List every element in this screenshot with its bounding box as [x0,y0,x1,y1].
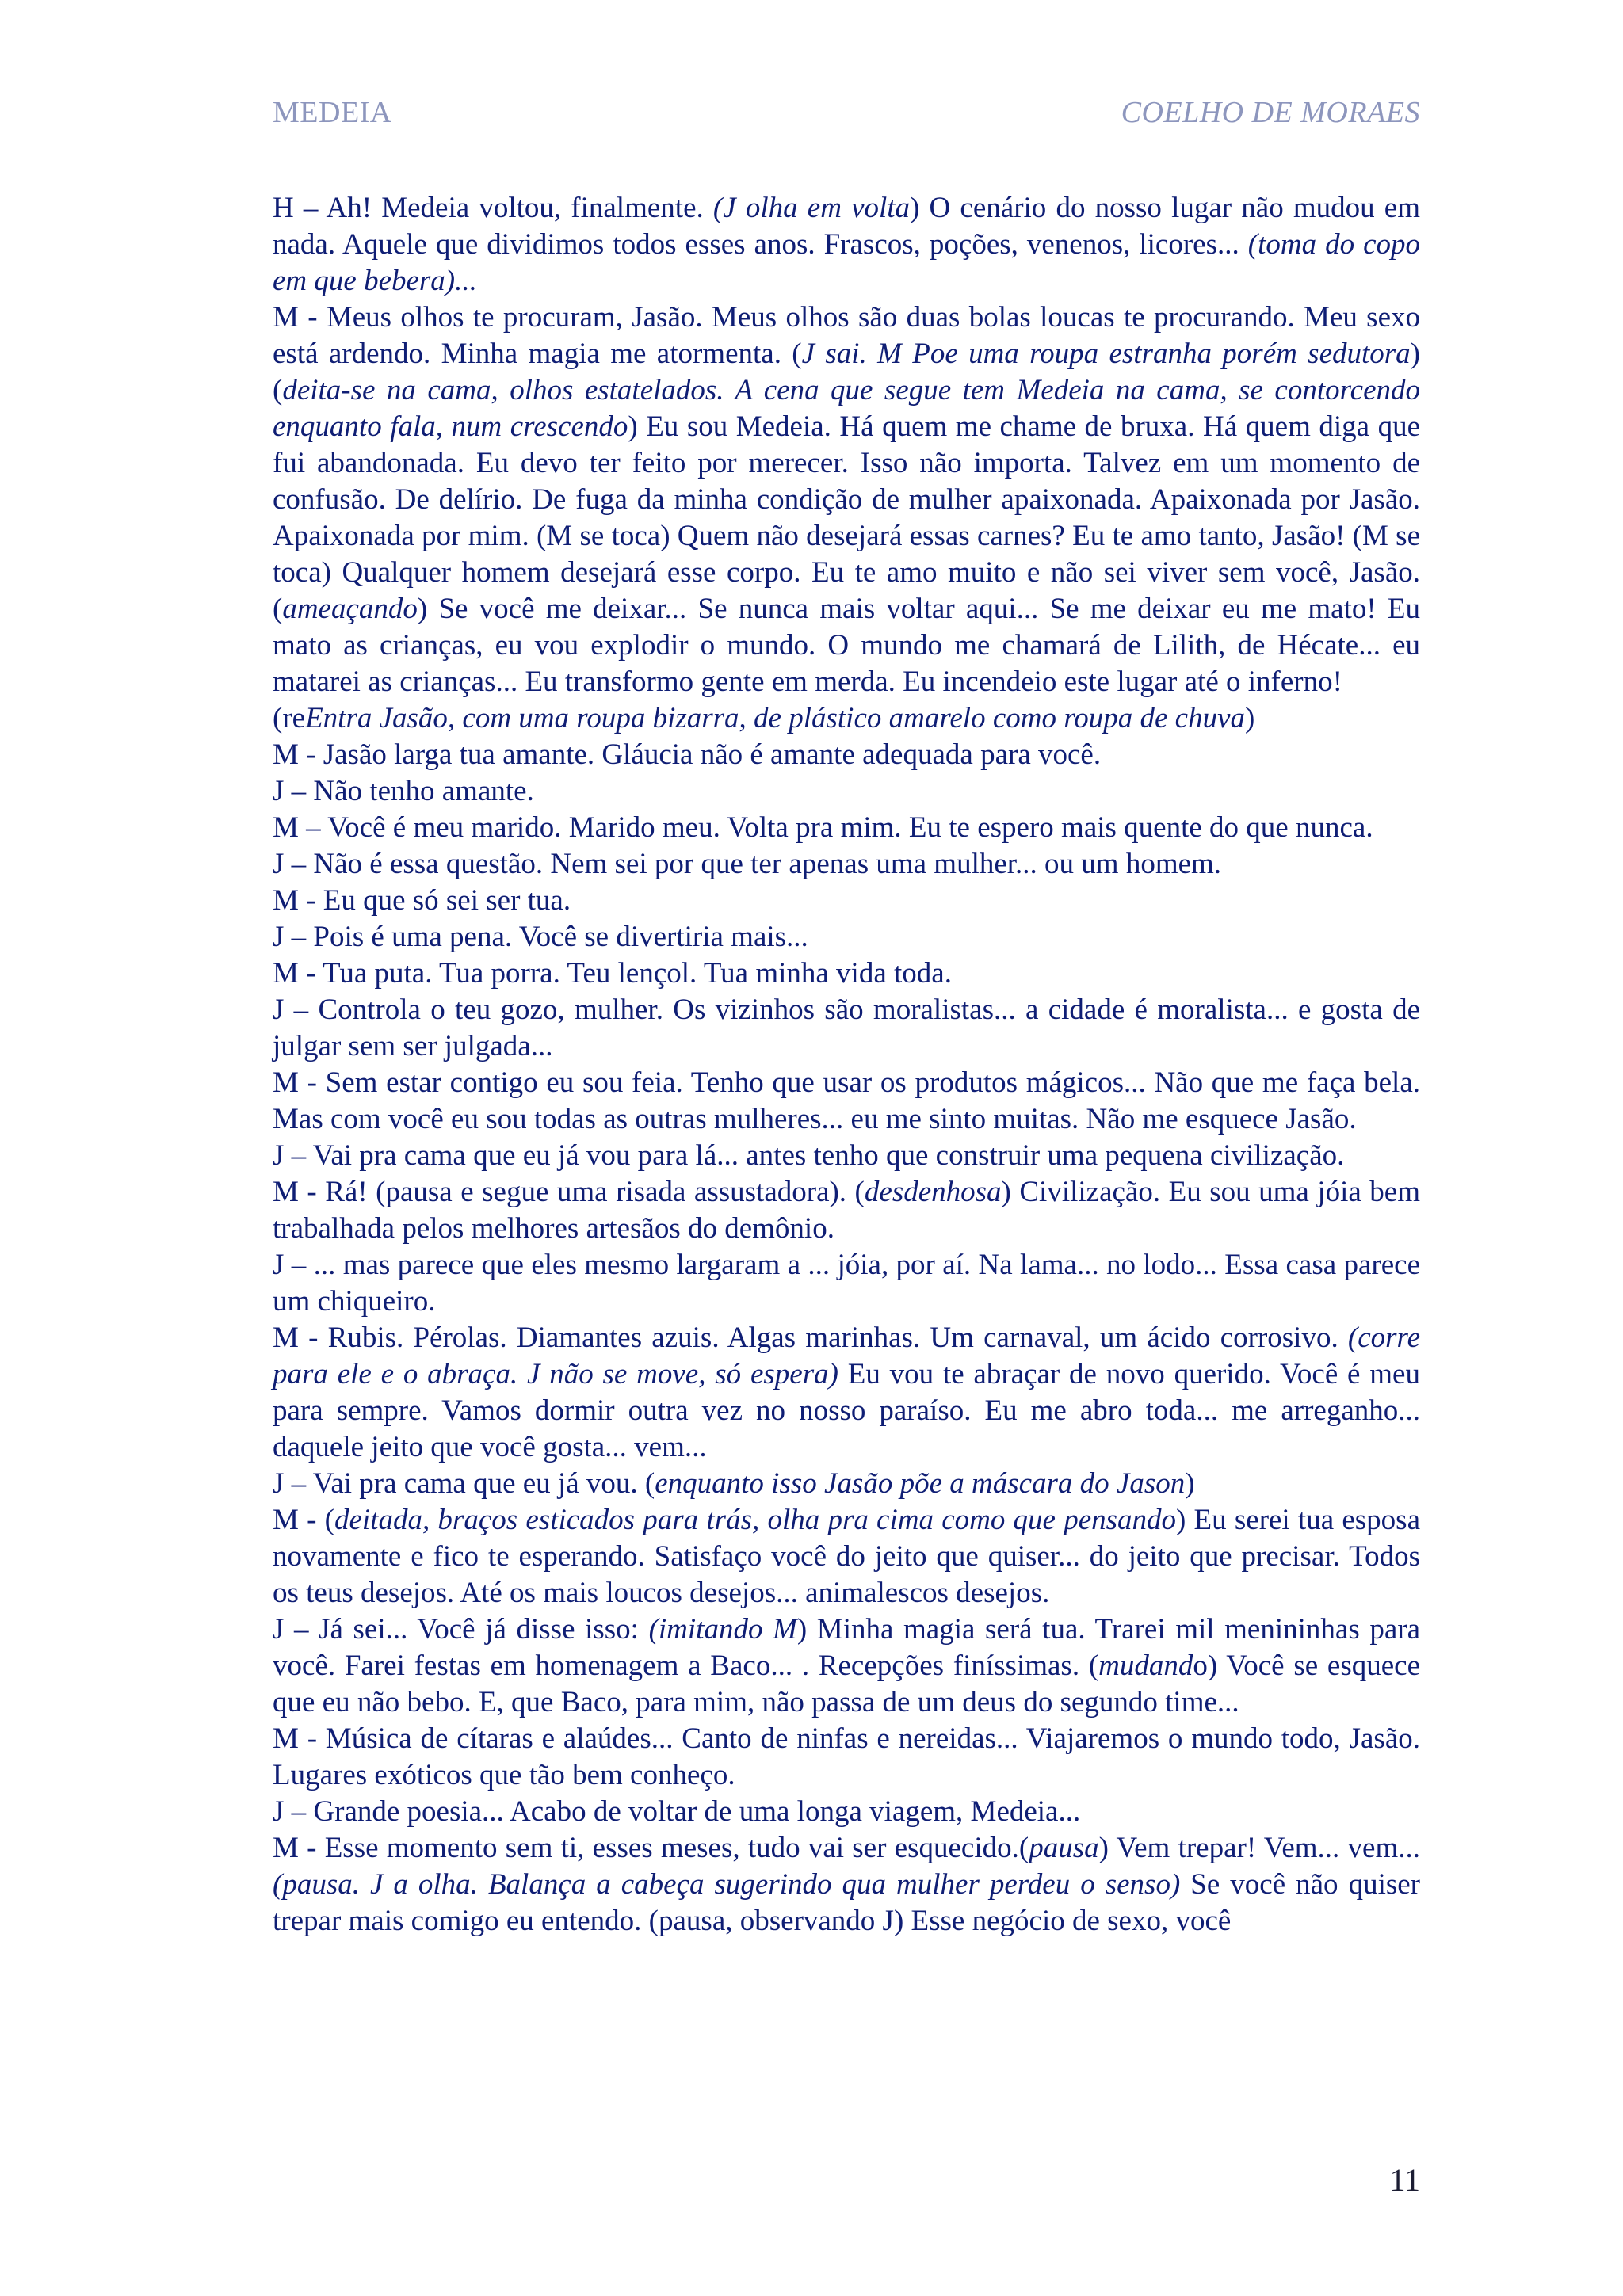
stage-direction: ameaçando [282,593,418,625]
stage-direction: Entra Jasão, com uma roupa bizarra, de plástico amarelo como roupa de chuva [305,702,1246,734]
dialogue-text: J – Vai pra cama que eu já vou para lá... antes tenho que construir uma pequena civilização. [273,1139,1345,1172]
dialogue-text: ) Civilização. Eu sou uma jóia bem trabalhada pelos melhores artesãos do demônio. [273,1176,1420,1245]
dialogue-text: J – Controla o teu gozo, mulher. Os vizinhos são moralistas... a cidade é moralista... e gosta de julgar sem ser julgada... [273,994,1420,1062]
dialogue-text: J – Pois é uma pena. Você se divertiria mais... [273,921,808,953]
dialogue-paragraph [273,1611,1420,1721]
dialogue-text: J – Não é essa questão. Nem sei por que ter apenas uma mulher... ou um homem. [273,848,1222,880]
dialogue-paragraph [273,1174,1420,1247]
dialogue-text: ) Minha magia será tua. Trarei mil menininhas para você. Farei festas em homenagem a Baco... . Recepções finíssimas. ( [273,1613,1421,1682]
dialogue-text: M - Rá! (pausa e segue uma risada assustadora). ( [273,1176,865,1208]
script-text [273,190,1420,1939]
dialogue-paragraph [273,992,1420,1065]
stage-direction: (J olha em volta [712,192,911,224]
stage-direction: desdenhosa [864,1176,1002,1208]
stage-direction: deitada, braços esticados para trás, olha pra cima como que pensando [334,1504,1177,1536]
stage-direction: (toma do copo em que bebera)... [273,228,1420,297]
dialogue-paragraph [273,1247,1420,1320]
dialogue-text: M - ( [273,1504,334,1536]
dialogue-paragraph [273,810,1420,846]
dialogue-text: M – Você é meu marido. Marido meu. Volta pra mim. Eu te espero mais quente do que nunca. [273,811,1373,844]
dialogue-text: o) Você se esquece que eu não bebo. E, que Baco, para mim, não passa de um deus do segundo time... [273,1650,1420,1718]
dialogue-text: M - Tua puta. Tua porra. Teu lençol. Tua minha vida toda. [273,957,952,990]
dialogue-paragraph [273,190,1420,299]
dialogue-text: M - Eu que só sei ser tua. [273,884,571,917]
dialogue-paragraph [273,700,1420,737]
dialogue-paragraph [273,737,1420,773]
dialogue-text: (re [273,702,306,734]
dialogue-text: J – Grande poesia... Acabo de voltar de uma longa viagem, Medeia... [273,1795,1081,1828]
dialogue-text: ) Eu sou Medeia. Há quem me chame de bruxa. Há quem diga que fui abandonada. Eu devo ter feito por merecer. Isso não importa. Talvez em um momento de confusão. De delírio. De fuga da minha condição de mulher apaixonada. Apaixonada por Jasão. Apaixonada por mim. (M se toca) Quem não desejará essas carnes? Eu te amo tanto, Jasão! (M se toca) Qualquer homem desejará esse corpo. Eu te amo muito e não sei viver sem você, Jasão. ( [273,410,1420,625]
dialogue-text: M - Rubis. Pérolas. Diamantes azuis. Algas marinhas. Um carnaval, um ácido corrosivo. [273,1322,1348,1354]
dialogue-paragraph [273,883,1420,919]
dialogue-text: ) [1245,702,1255,734]
dialogue-text: ) [1185,1467,1195,1500]
stage-direction: (pausa. J a olha. Balança a cabeça sugerindo qua mulher perdeu o senso) [273,1868,1181,1901]
running-header [273,95,1420,135]
stage-direction: deita-se na cama, olhos estatelados. A cena que segue tem Medeia na cama, se contorcendo enquanto fala, num crescendo [273,374,1420,443]
dialogue-text: ) Se você me deixar... Se nunca mais voltar aqui... Se me deixar eu me mato! Eu mato as crianças, eu vou explodir o mundo. O mundo me chamará de Lilith, de Hécate... eu matarei as crianças... Eu transformo gente em merda. Eu incendeio este lugar até o inferno! [273,593,1420,698]
dialogue-text: Se você não quiser trepar mais comigo eu entendo. (pausa, observando J) Esse negócio de sexo, você [273,1868,1420,1937]
dialogue-paragraph [273,1502,1420,1611]
dialogue-paragraph [273,1466,1420,1502]
dialogue-paragraph [273,1138,1420,1174]
dialogue-text: J – ... mas parece que eles mesmo largaram a ... jóia, por aí. Na lama... no lodo... Essa casa parece um chiqueiro. [273,1249,1420,1318]
dialogue-text: M - Sem estar contigo eu sou feia. Tenho que usar os produtos mágicos... Não que me faça bela. Mas com você eu sou todas as outras mulheres... eu me sinto muitas. Não me esquece Jasão. [273,1066,1420,1135]
stage-direction: (corre para ele e o abraça. J não se move, só espera) [273,1322,1420,1390]
dialogue-paragraph [273,1794,1420,1830]
header-author: COELHO DE MORAES [1121,96,1420,129]
stage-direction: pausa [1029,1832,1099,1864]
stage-direction: J sai. M Poe uma roupa estranha porém sedutora [801,338,1411,370]
dialogue-text: J – Vai pra cama que eu já vou. ( [273,1467,655,1500]
dialogue-paragraph [273,1320,1420,1466]
dialogue-paragraph [273,1830,1420,1939]
stage-direction: (imitando M [648,1613,797,1646]
dialogue-text: ) ( [273,338,1420,406]
dialogue-text: ) Vem trepar! Vem... vem... [1098,1832,1421,1864]
dialogue-text: ) Eu serei tua esposa novamente e fico te esperando. Satisfaço você do jeito que quiser... do jeito que precisar. Todos os teus desejos. Até os mais loucos desejos... animalescos desejos. [273,1504,1420,1609]
dialogue-text: M - Música de cítaras e alaúdes... Canto de ninfas e nereidas... Viajaremos o mundo todo, Jasão. Lugares exóticos que tão bem conheço. [273,1722,1420,1791]
dialogue-text: ) O cenário do nosso lugar não mudou em nada. Aquele que dividimos todos esses anos. Frascos, poções, venenos, licores... [273,192,1420,261]
dialogue-text: J – Não tenho amante. [273,775,534,807]
dialogue-text: J – Já sei... Você já disse isso: [273,1613,649,1646]
dialogue-paragraph [273,773,1420,810]
dialogue-text: M - Esse momento sem ti, esses meses, tudo vai ser esquecido.( [273,1832,1029,1864]
dialogue-text: M - Meus olhos te procuram, Jasão. Meus olhos são duas bolas loucas te procurando. Meu sexo está ardendo. Minha magia me atormenta. ( [273,301,1420,370]
stage-direction: enquanto isso Jasão põe a máscara do Jason [655,1467,1186,1500]
dialogue-paragraph [273,299,1420,700]
dialogue-paragraph [273,1721,1420,1794]
page-number: 11 [1389,2162,1420,2198]
dialogue-paragraph [273,919,1420,955]
header-title: MEDEIA [273,96,392,129]
dialogue-text: Eu vou te abraçar de novo querido. Você é meu para sempre. Vamos dormir outra vez no nosso paraíso. Eu me abro toda... me arreganho... daquele jeito que você gosta... vem... [273,1358,1420,1463]
dialogue-paragraph [273,1065,1420,1138]
dialogue-paragraph [273,846,1420,883]
dialogue-paragraph [273,955,1420,992]
dialogue-text: H – Ah! Medeia voltou, finalmente. [273,192,713,224]
stage-direction: mudand [1098,1650,1193,1682]
dialogue-text: M - Jasão larga tua amante. Gláucia não é amante adequada para você. [273,738,1102,771]
